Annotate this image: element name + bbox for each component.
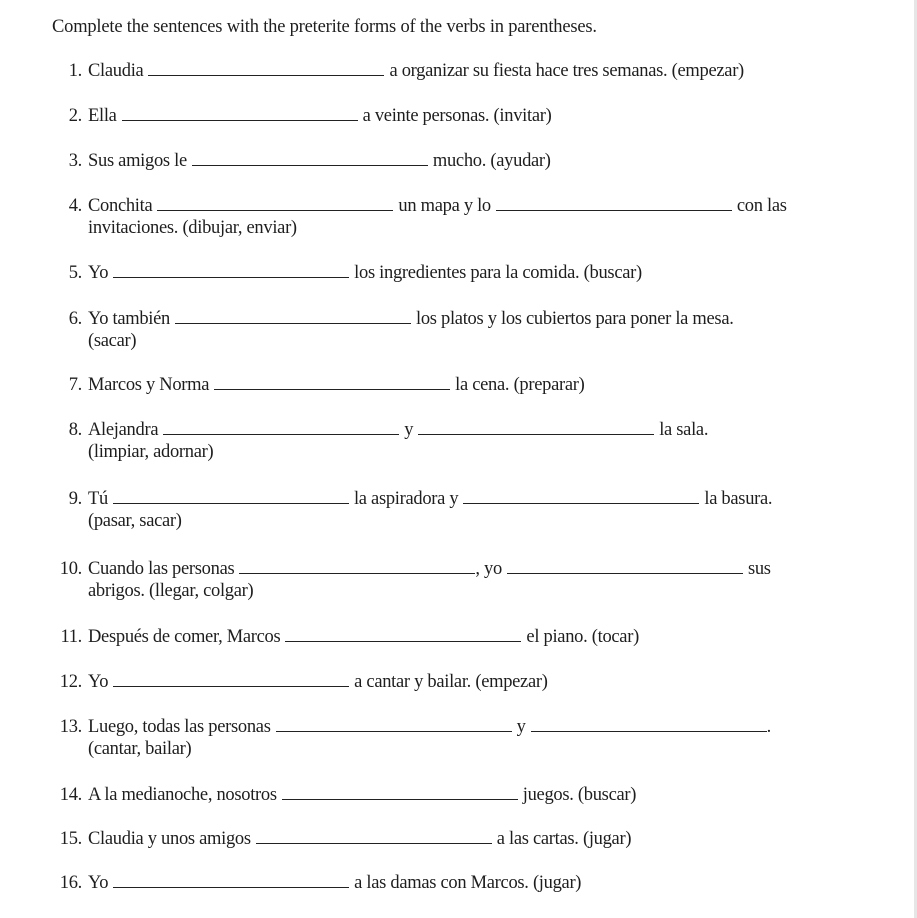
answer-blank[interactable] — [113, 276, 349, 278]
sentence-text: la cena. (preparar) — [455, 375, 585, 395]
sentence-text: con las — [736, 196, 787, 216]
answer-blank[interactable] — [285, 640, 521, 642]
sentence-text: Marcos y Norma — [88, 375, 210, 395]
answer-blank[interactable] — [113, 502, 349, 504]
answer-blank[interactable] — [507, 572, 743, 574]
exercise-item — [40, 784, 636, 806]
answer-blank[interactable] — [192, 164, 428, 166]
sentence-text: Luego, todas las personas — [88, 717, 271, 737]
sentence-continuation: abrigos. (llegar, colgar) — [88, 581, 254, 601]
item-number: 11. — [60, 627, 82, 647]
answer-blank[interactable] — [148, 74, 384, 76]
item-number: 6. — [68, 309, 82, 329]
sentence-text: juegos. (buscar) — [522, 785, 637, 805]
answer-blank[interactable] — [463, 502, 699, 504]
sentence-text: Yo también — [88, 309, 170, 329]
answer-blank[interactable] — [276, 730, 512, 732]
answer-blank[interactable] — [122, 119, 358, 121]
sentence-text: , yo — [475, 559, 502, 579]
answer-blank[interactable] — [531, 730, 767, 732]
exercise-item — [40, 488, 772, 510]
sentence-text: los platos y los cubiertos para poner la mesa. — [415, 309, 734, 329]
item-number: 10. — [59, 559, 82, 579]
item-number: 12. — [59, 672, 82, 692]
sentence-text: Claudia — [88, 61, 144, 81]
sentence-text: Yo — [88, 263, 109, 283]
sentence-text: Yo — [88, 873, 109, 893]
answer-blank[interactable] — [256, 842, 492, 844]
sentence-text: Yo — [88, 672, 109, 692]
item-number: 8. — [68, 420, 82, 440]
item-number: 9. — [68, 489, 82, 509]
sentence-text: un mapa y lo — [398, 196, 491, 216]
sentence-text: a las cartas. (jugar) — [496, 829, 632, 849]
answer-blank[interactable] — [113, 685, 349, 687]
instructions-heading: Complete the sentences with the preterite forms of the verbs in parentheses. — [52, 17, 597, 37]
sentence-continuation: (cantar, bailar) — [88, 739, 192, 759]
sentence-text: Conchita — [88, 196, 153, 216]
sentence-text: Alejandra — [88, 420, 159, 440]
answer-blank[interactable] — [239, 572, 475, 574]
sentence-text: mucho. (ayudar) — [432, 151, 551, 171]
sentence-text: a las damas con Marcos. (jugar) — [354, 873, 582, 893]
item-number: 15. — [59, 829, 82, 849]
sentence-text: y — [404, 420, 414, 440]
answer-blank[interactable] — [157, 209, 393, 211]
exercise-item — [40, 558, 771, 580]
sentence-text: a veinte personas. (invitar) — [362, 106, 552, 126]
sentence-text: y — [516, 717, 526, 737]
exercise-item — [40, 150, 551, 172]
exercise-item — [40, 374, 585, 396]
answer-blank[interactable] — [214, 388, 450, 390]
item-number: 3. — [68, 151, 82, 171]
exercise-item — [40, 60, 744, 82]
sentence-text: Claudia y unos amigos — [88, 829, 251, 849]
sentence-text: los ingredientes para la comida. (buscar) — [354, 263, 642, 283]
sentence-text: a organizar su fiesta hace tres semanas. (empezar) — [389, 61, 744, 81]
item-number: 2. — [68, 106, 82, 126]
exercise-item — [40, 671, 548, 693]
answer-blank[interactable] — [418, 433, 654, 435]
answer-blank[interactable] — [496, 209, 732, 211]
exercise-item — [40, 308, 734, 330]
item-number: 1. — [68, 61, 82, 81]
sentence-text: Tú — [88, 489, 108, 509]
exercise-item — [40, 716, 771, 738]
exercise-item — [40, 105, 551, 127]
sentence-text: Ella — [88, 106, 117, 126]
sentence-text: a cantar y bailar. (empezar) — [354, 672, 548, 692]
item-number: 16. — [59, 873, 82, 893]
exercise-item — [40, 419, 708, 441]
sentence-continuation: (limpiar, adornar) — [88, 442, 214, 462]
exercise-item — [40, 872, 581, 894]
answer-blank[interactable] — [175, 322, 411, 324]
sentence-text: la basura. — [704, 489, 773, 509]
answer-blank[interactable] — [282, 798, 518, 800]
sentence-text: . — [766, 717, 771, 737]
item-number: 5. — [68, 263, 82, 283]
sentence-text: la aspiradora y — [353, 489, 459, 509]
sentence-text: sus — [747, 559, 771, 579]
sentence-text: Cuando las personas — [88, 559, 235, 579]
answer-blank[interactable] — [163, 433, 399, 435]
item-number: 7. — [68, 375, 82, 395]
sentence-text: el piano. (tocar) — [526, 627, 639, 647]
sentence-continuation: (pasar, sacar) — [88, 511, 182, 531]
exercise-item — [40, 828, 631, 850]
sentence-continuation: (sacar) — [88, 331, 137, 351]
sentence-text: Después de comer, Marcos — [88, 627, 281, 647]
exercise-item — [40, 626, 639, 648]
exercise-item — [40, 195, 787, 217]
sentence-continuation: invitaciones. (dibujar, enviar) — [88, 218, 297, 238]
sentence-text: Sus amigos le — [88, 151, 187, 171]
item-number: 13. — [59, 717, 82, 737]
exercise-item — [40, 262, 642, 284]
item-number: 4. — [68, 196, 82, 216]
item-number: 14. — [59, 785, 82, 805]
sentence-text: la sala. — [659, 420, 709, 440]
answer-blank[interactable] — [113, 886, 349, 888]
sentence-text: A la medianoche, nosotros — [88, 785, 277, 805]
